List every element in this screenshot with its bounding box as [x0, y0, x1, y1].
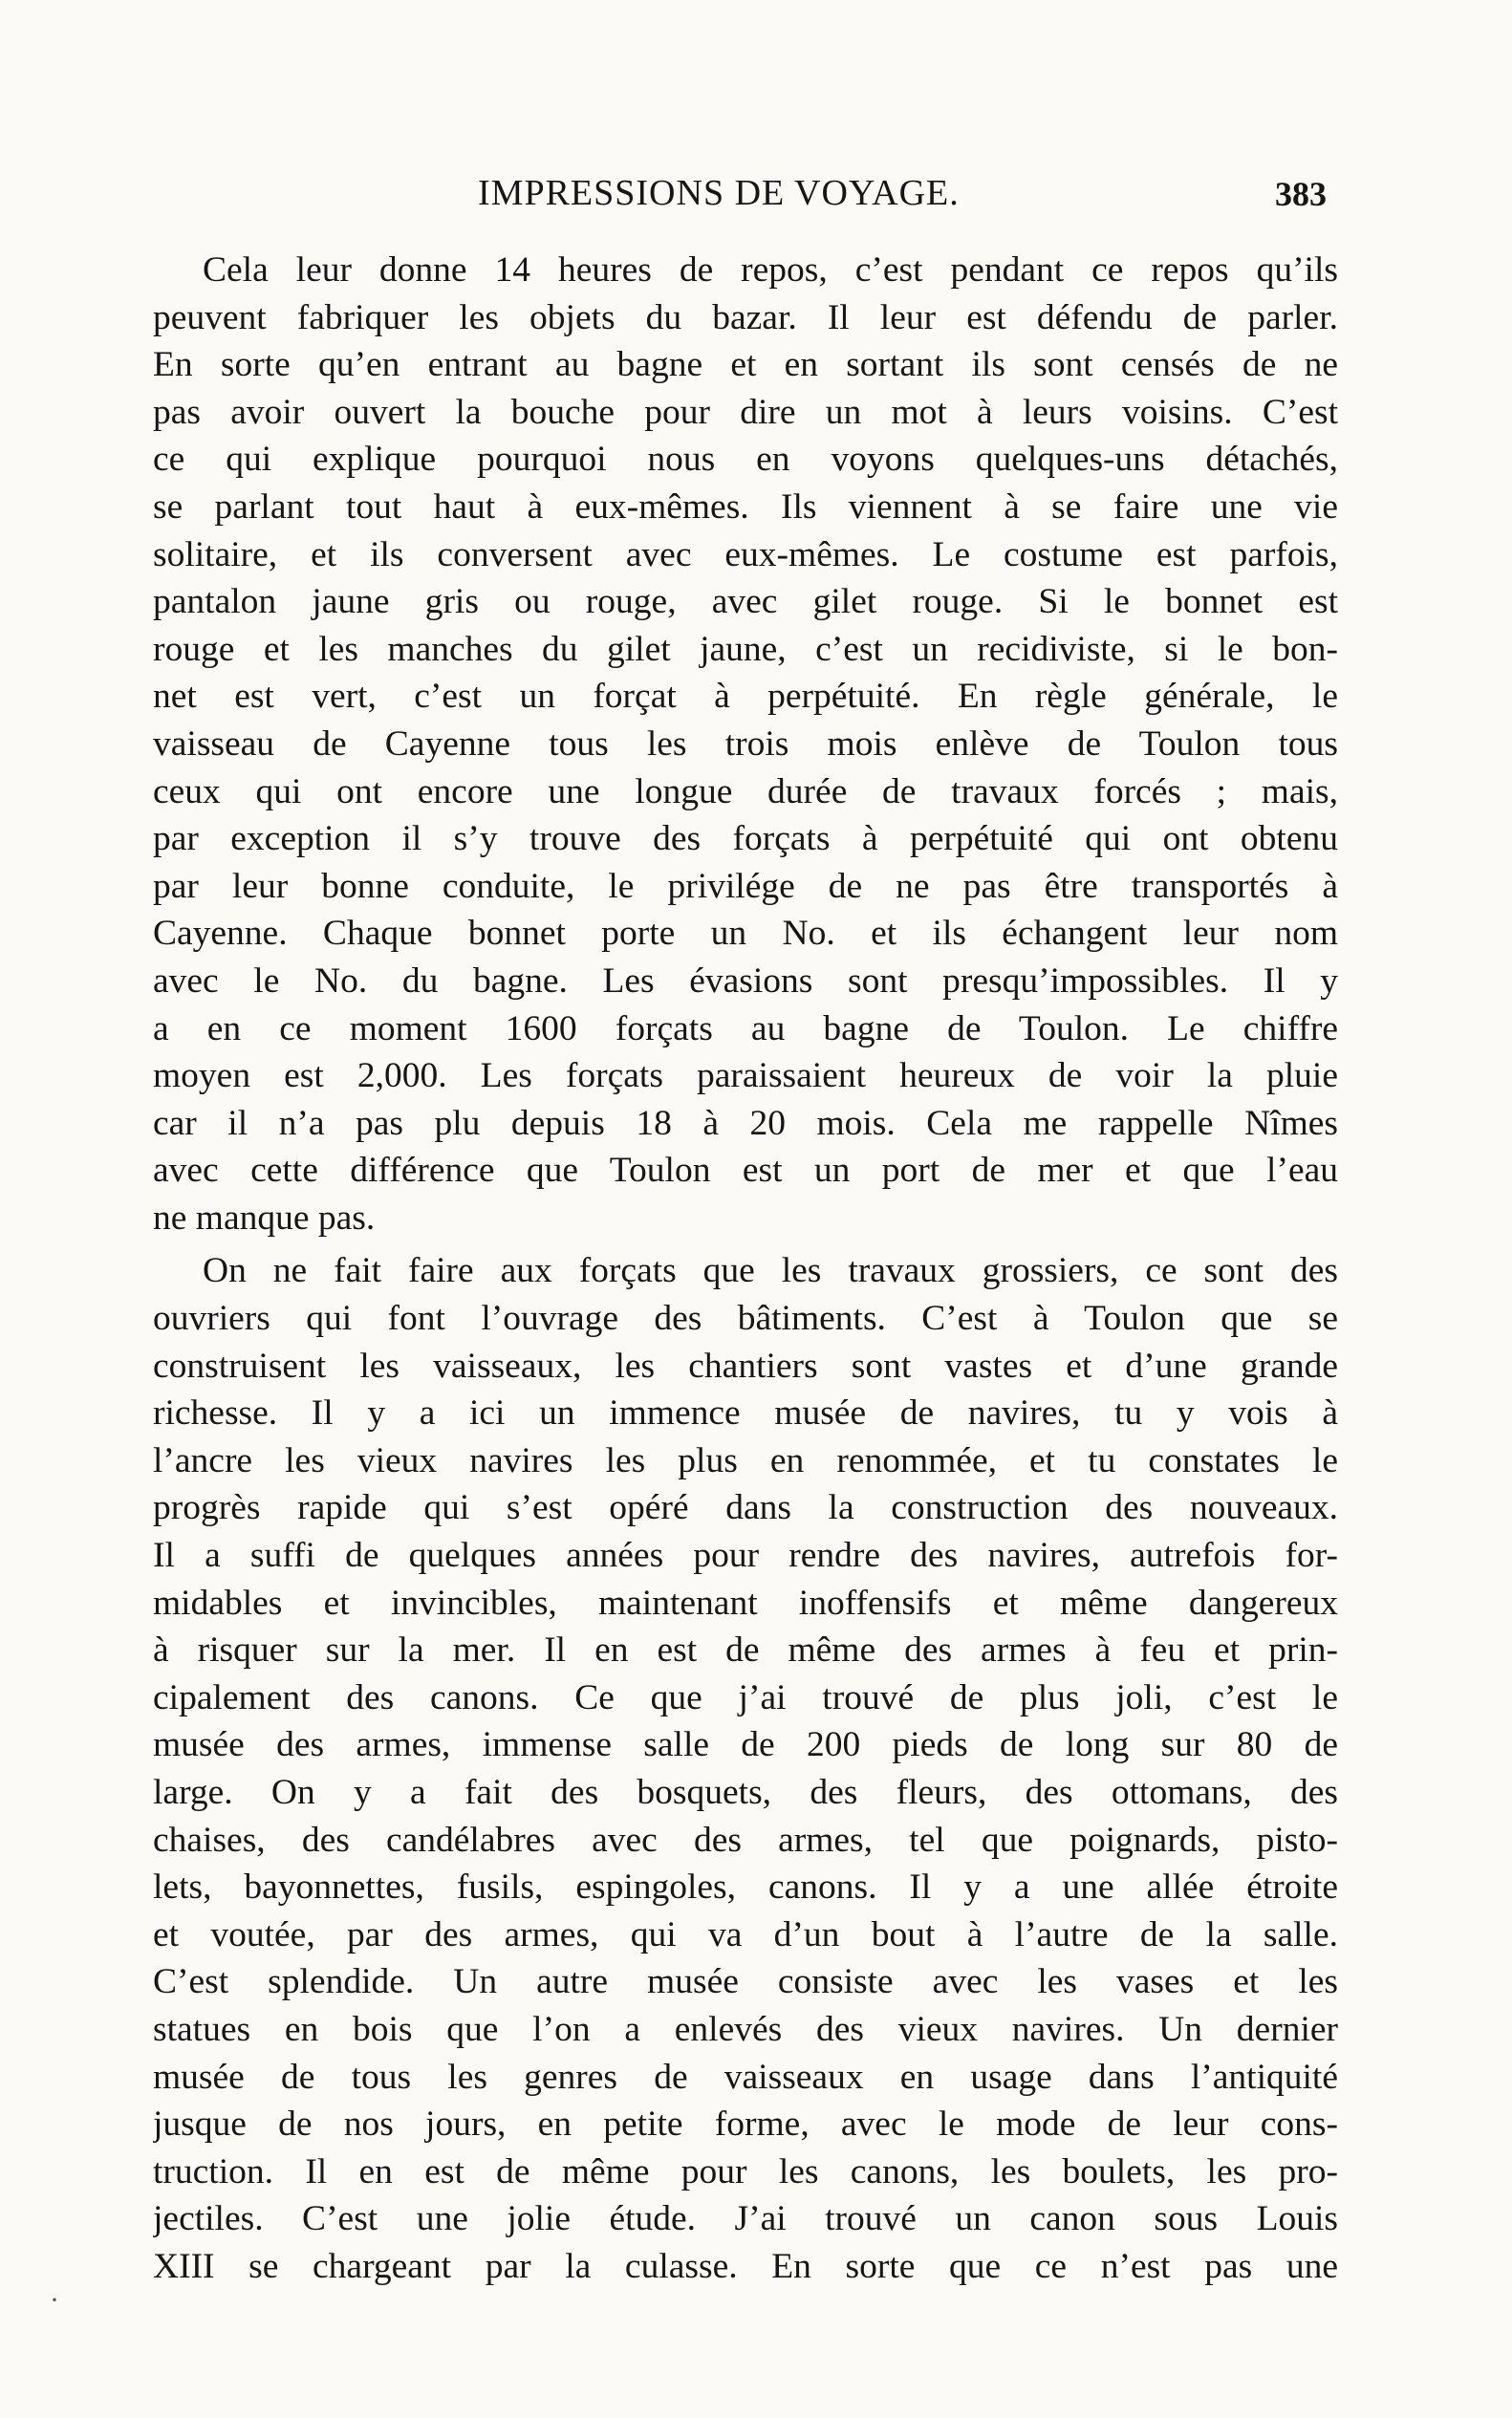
paragraph-1 [153, 247, 1338, 1241]
text-line: midables et invincibles, maintenant inoffensifs et même dangereux [153, 1583, 1338, 1623]
text-line: pantalon jaune gris ou rouge, avec gilet rouge. Si le bonnet est [153, 582, 1338, 622]
text-line: large. On y a fait des bosquets, des fleurs, des ottomans, des [153, 1773, 1338, 1812]
text-line: lets, bayonnettes, fusils, espingoles, canons. Il y a une allée étroite [153, 1867, 1338, 1908]
text-line: a en ce moment 1600 forçats au bagne de Toulon. Le chiffre [153, 1008, 1338, 1048]
text-line: chaises, des candélabres avec des armes, tel que poignards, pisto- [153, 1820, 1338, 1860]
text-line: par leur bonne conduite, le privilége de ne pas être transportés à [153, 866, 1338, 906]
margin-speck: · [50, 2284, 59, 2316]
text-line: se parlant tout haut à eux-mêmes. Ils viennent à se faire une vie [153, 486, 1338, 527]
text-line: statues en bois que l’on a enlevés des vieux navires. Un dernier [153, 2009, 1338, 2049]
text-line: vaisseau de Cayenne tous les trois mois enlève de Toulon tous [153, 723, 1338, 764]
text-line: jusque de nos jours, en petite forme, avec le mode de leur cons- [153, 2105, 1338, 2145]
paragraph-2 [153, 1247, 1338, 2290]
text-line: XIII se chargeant par la culasse. En sorte que ce n’est pas une [153, 2246, 1338, 2286]
text-line: par exception il s’y trouve des forçats à perpétuité qui ont obtenu [153, 819, 1338, 859]
text-line: ceux qui ont encore une longue durée de travaux forcés ; mais, [153, 771, 1338, 811]
text-line: construisent les vaisseaux, les chantiers sont vastes et d’une grande [153, 1346, 1338, 1386]
text-line: Cela leur donne 14 heures de repos, c’est pendant ce repos qu’ils [203, 250, 1338, 290]
text-line: cipalement des canons. Ce que j’ai trouvé de plus joli, c’est le [153, 1677, 1338, 1717]
text-line: jectiles. C’est une jolie étude. J’ai trouvé un canon sous Louis [153, 2199, 1338, 2239]
text-line: C’est splendide. Un autre musée consiste avec les vases et les [153, 1962, 1338, 2002]
text-line: musée de tous les genres de vaisseaux en usage dans l’antiquité [153, 2057, 1338, 2097]
text-line: et voutée, par des armes, qui va d’un bout à l’autre de la salle. [153, 1914, 1338, 1954]
text-line: car il n’a pas plu depuis 18 à 20 mois. Cela me rappelle Nîmes [153, 1103, 1338, 1143]
running-header [0, 172, 1512, 229]
text-line: progrès rapide qui s’est opéré dans la construction des nouveaux. [153, 1488, 1338, 1528]
text-line: avec cette différence que Toulon est un port de mer et que l’eau [153, 1151, 1338, 1191]
text-line: richesse. Il y a ici un immence musée de navires, tu y vois à [153, 1393, 1338, 1434]
text-line: ouvriers qui font l’ouvrage des bâtiments. C’est à Toulon que se [153, 1299, 1338, 1339]
running-title: IMPRESSIONS DE VOYAGE. [478, 173, 960, 213]
text-line: Il a suffi de quelques années pour rendre des navires, autrefois for- [153, 1536, 1338, 1576]
text-line: Cayenne. Chaque bonnet porte un No. et ils échangent leur nom [153, 914, 1338, 954]
text-line: truction. Il en est de même pour les canons, les boulets, les pro- [153, 2151, 1338, 2191]
text-line: net est vert, c’est un forçat à perpétuité. En règle générale, le [153, 677, 1338, 717]
text-line: avec le No. du bagne. Les évasions sont presqu’impossibles. Il y [153, 961, 1338, 1001]
text-line: solitaire, et ils conversent avec eux-mêmes. Le costume est parfois, [153, 534, 1338, 574]
text-line: l’ancre les vieux navires les plus en renommée, et tu constates le [153, 1440, 1338, 1480]
text-line: musée des armes, immense salle de 200 pieds de long sur 80 de [153, 1725, 1338, 1765]
text-line: On ne fait faire aux forçats que les travaux grossiers, ce sont des [203, 1251, 1338, 1291]
text-line: rouge et les manches du gilet jaune, c’est un recidiviste, si le bon- [153, 629, 1338, 669]
body-text [153, 247, 1338, 2291]
text-line: En sorte qu’en entrant au bagne et en sortant ils sont censés de ne [153, 345, 1338, 385]
text-line: ne manque pas. [153, 1198, 376, 1238]
text-line: moyen est 2,000. Les forçats paraissaient heureux de voir la pluie [153, 1056, 1338, 1096]
text-line: ce qui explique pourquoi nous en voyons quelques-uns détachés, [153, 440, 1338, 480]
text-line: pas avoir ouvert la bouche pour dire un mot à leurs voisins. C’est [153, 392, 1338, 432]
text-line: à risquer sur la mer. Il en est de même des armes à feu et prin- [153, 1630, 1338, 1671]
text-line: peuvent fabriquer les objets du bazar. Il leur est défendu de parler. [153, 297, 1338, 337]
page-number: 383 [1275, 175, 1327, 213]
